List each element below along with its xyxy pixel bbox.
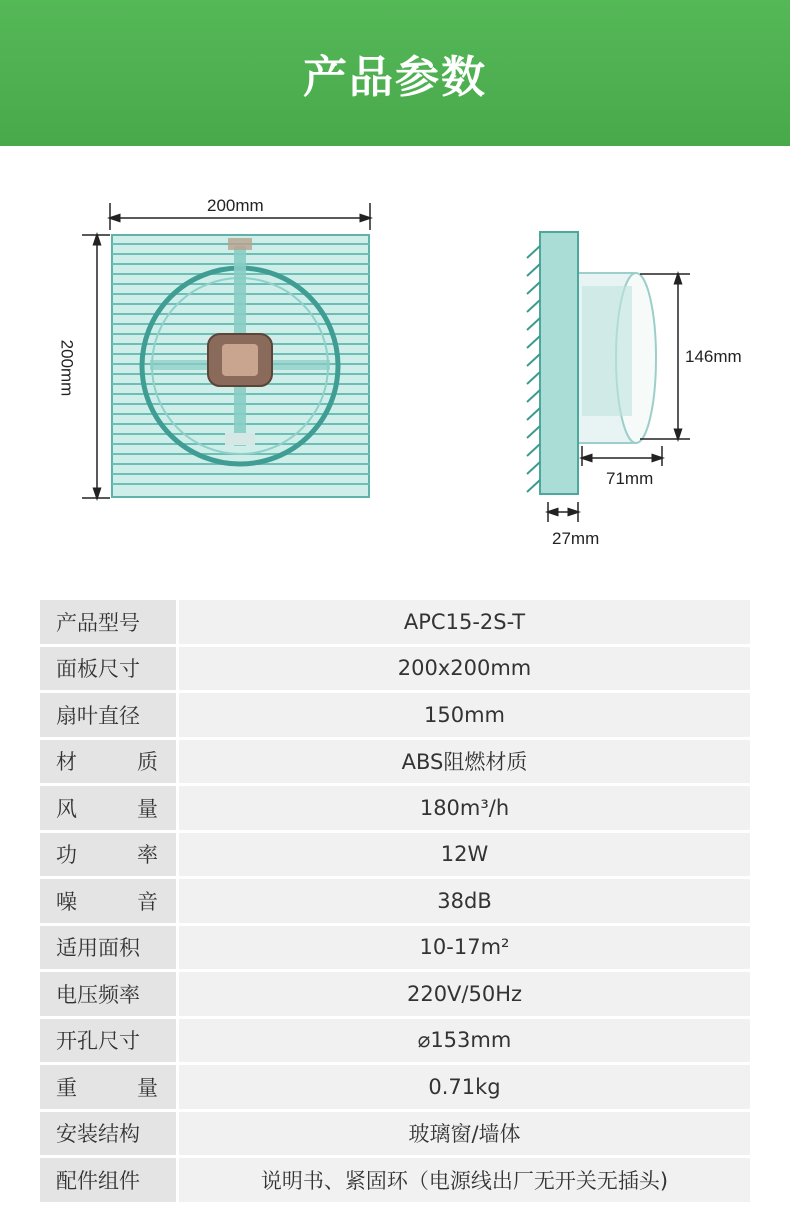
spec-table xyxy=(40,600,750,1205)
spec-row-noise xyxy=(40,879,750,923)
spec-label-char: 量 xyxy=(137,796,158,821)
header-banner xyxy=(0,0,790,146)
spec-row-power xyxy=(40,833,750,877)
panel-depth-label: 27mm xyxy=(552,529,600,548)
duct-depth-label: 71mm xyxy=(606,469,654,488)
spec-label xyxy=(40,879,176,923)
spec-value: 12W xyxy=(179,833,750,877)
spec-label: 电压频率 xyxy=(40,972,176,1016)
spec-label: 扇叶直径 xyxy=(40,693,176,737)
spec-label: 配件组件 xyxy=(40,1158,176,1202)
spec-row-area xyxy=(40,926,750,970)
spec-row-airflow xyxy=(40,786,750,830)
front-view xyxy=(82,203,370,498)
spec-value: ABS阻燃材质 xyxy=(179,740,750,784)
spec-label: 安装结构 xyxy=(40,1112,176,1156)
spec-label xyxy=(40,740,176,784)
spec-row-accessories xyxy=(40,1158,750,1202)
spec-row-weight xyxy=(40,1065,750,1109)
spec-label-char: 率 xyxy=(137,843,158,868)
spec-value: 38dB xyxy=(179,879,750,923)
panel-width-label: 200mm xyxy=(207,196,264,215)
spec-row-panel-size xyxy=(40,647,750,691)
spec-row-blade-diameter xyxy=(40,693,750,737)
spec-label-char: 音 xyxy=(137,889,158,914)
spec-value: 0.71kg xyxy=(179,1065,750,1109)
spec-label xyxy=(40,833,176,877)
spec-row-cutout xyxy=(40,1019,750,1063)
spec-value: ⌀153mm xyxy=(179,1019,750,1063)
product-diagram xyxy=(0,146,790,596)
spec-value: 玻璃窗/墙体 xyxy=(179,1112,750,1156)
spec-label: 产品型号 xyxy=(40,600,176,644)
spec-label xyxy=(40,1065,176,1109)
spec-row-voltage xyxy=(40,972,750,1016)
spec-label xyxy=(40,786,176,830)
spec-label-char: 量 xyxy=(137,1075,158,1100)
spec-row-model xyxy=(40,600,750,644)
spec-value: 220V/50Hz xyxy=(179,972,750,1016)
spec-label-char: 重 xyxy=(56,1075,77,1100)
duct-diameter-label: 146mm xyxy=(685,347,742,366)
fan-illustration xyxy=(0,146,790,596)
spec-label-char: 材 xyxy=(56,750,77,775)
spec-row-installation xyxy=(40,1112,750,1156)
spec-value: 10-17m² xyxy=(179,926,750,970)
spec-label-char: 功 xyxy=(56,843,77,868)
spec-label: 适用面积 xyxy=(40,926,176,970)
spec-label-char: 风 xyxy=(56,796,77,821)
spec-label-char: 噪 xyxy=(56,889,77,914)
spec-value: APC15-2S-T xyxy=(179,600,750,644)
spec-value: 200x200mm xyxy=(179,647,750,691)
spec-label: 开孔尺寸 xyxy=(40,1019,176,1063)
spec-label: 面板尺寸 xyxy=(40,647,176,691)
spec-value: 说明书、紧固环（电源线出厂无开关无插头) xyxy=(179,1158,750,1202)
spec-value: 150mm xyxy=(179,693,750,737)
spec-label-char: 质 xyxy=(137,750,158,775)
panel-height-label: 200mm xyxy=(57,339,77,397)
spec-value: 180m³/h xyxy=(179,786,750,830)
spec-row-material xyxy=(40,740,750,784)
page-title: 产品参数 xyxy=(303,52,487,103)
